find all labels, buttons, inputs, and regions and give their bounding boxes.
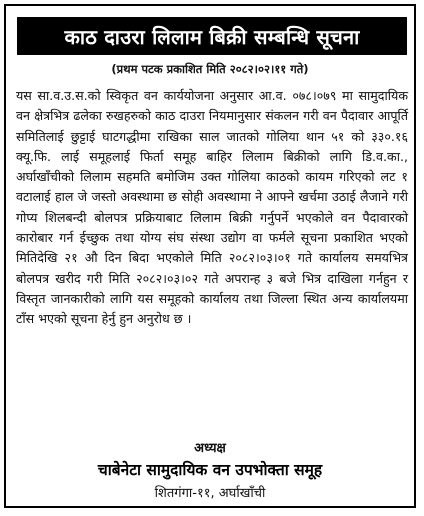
notice-title-bar bbox=[17, 17, 407, 55]
organization-name: चाबेनेटा सामुदायिक वन उपभोक्ता समूह bbox=[97, 461, 323, 479]
publication-date-note: (प्रथम पटक प्रकाशित मिति २०८२।०२।११ गते) bbox=[111, 62, 309, 76]
notice-title: काठ दाउरा लिलाम बिक्री सम्बन्धि सूचना bbox=[64, 24, 360, 49]
notice-box bbox=[4, 4, 416, 508]
signatory-designation: अध्यक्ष bbox=[194, 441, 226, 456]
notice-body: यस सा.व.उ.स.को स्विकृत वन कार्ययोजना अनुसार आ.व. ०७८।०७९ मा सामुदायिक वन क्षेत्रभित्र ढलेका रुखहरुको काठ दाउरा नियमानुसार संकलन गरी वन पैदावार आपूर्ति समितिलाई छुट्टाई घाटगद्धीमा राखिका साल जातको गोलिया थान ५१ को ३३०.१६ क्यू.फि. लाई समूहलाई फिर्ता समूह बाहिर लिलाम बिक्रीको लागि डि.व.का., अर्घाखाँचीको लिलाम सहमति बमोजिम उक्त गोलिया काठको कायम गरिएको लट १ वटालाई हाल जे जस्तो अवस्थामा छ सोही अवस्थामा ने आफ्ने खर्चमा उठाई लैजाने गरी गोप्य शिलबन्दी बोलपत्र प्रक्रियाबाट लिलाम बिक्री गर्नुपर्ने भएकोले वन पैदावारको कारोबार गर्न ईच्छुक तथा योग्य संघ संस्था उद्योग वा फर्मले सूचना प्रकाशित भएको मितिदेखि २१ औ दिन बिदा भएकोले मिति २०८२।०३।०१ गते कार्यालय समयभित्र बोलपत्र खरीद गरी मिति २०८२।०३।०२ गते अपरान्ह ३ बजे भित्र दाखिला गर्नहुन र विस्तृत जानकारीको लागि यस समूहको कार्यालय तथा जिल्ला स्थित अन्य कार्यालयमा टाँस भएको सूचना हेर्नु हुन अनुरोध छ । bbox=[16, 88, 408, 327]
organization-address: शितगंगा-११, अर्घाखाँची bbox=[154, 486, 266, 501]
